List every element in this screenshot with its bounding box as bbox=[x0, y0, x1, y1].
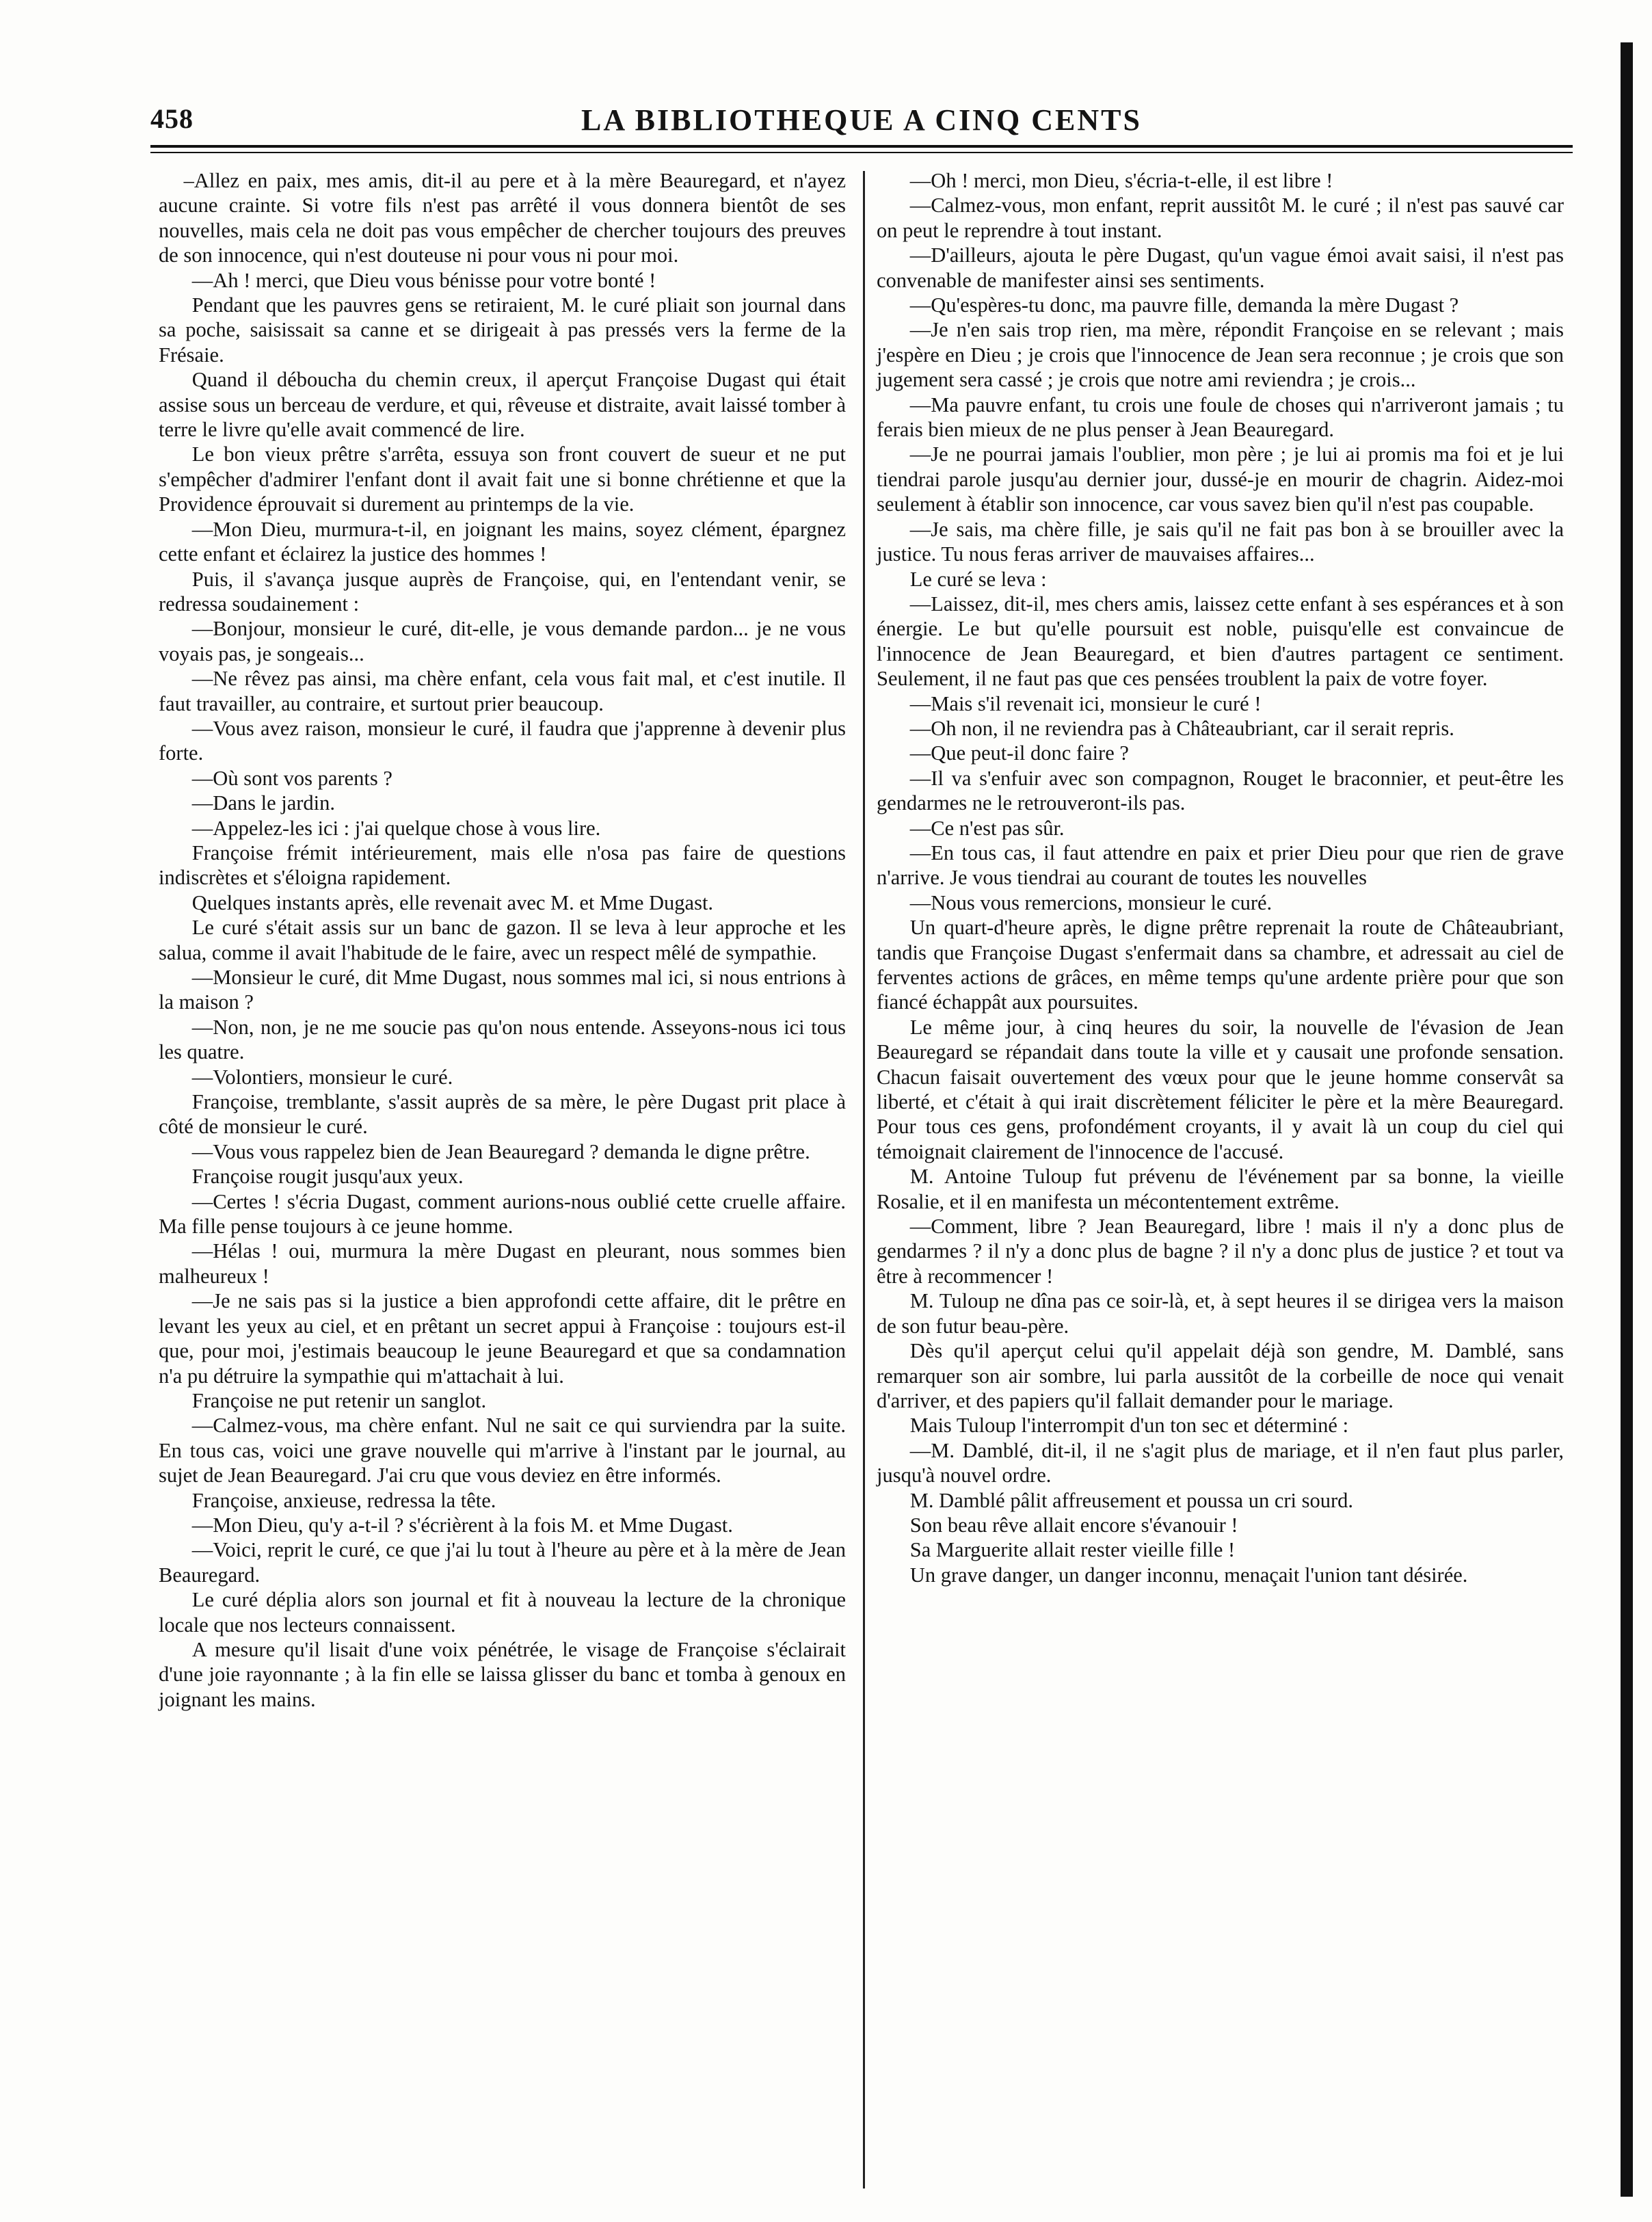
paragraph: —Nous vous remercions, monsieur le curé. bbox=[909, 890, 1273, 914]
paragraph: —Qu'espères-tu donc, ma pauvre fille, demanda la mère Dugast ? bbox=[909, 293, 1459, 317]
paragraph: —Mon Dieu, murmura-t-il, en joignant les mains, soyez clément, épargnez cette enfant et éclairez la justice des hommes ! bbox=[159, 517, 846, 566]
paragraph: —Appelez-les ici : j'ai quelque chose à vous lire. bbox=[191, 816, 601, 840]
paragraph: —Mais s'il revenait ici, monsieur le curé ! bbox=[909, 691, 1262, 715]
paragraph: —M. Damblé, dit-il, il ne s'agit plus de mariage, et il n'en faut plus parler, jusqu'à nouvel ordre. bbox=[877, 1438, 1564, 1487]
paragraph: —Vous avez raison, monsieur le curé, il faudra que j'apprenne à devenir plus forte. bbox=[159, 716, 846, 765]
paragraph: —Je ne pourrai jamais l'oublier, mon père ; je lui ai promis ma foi et je lui tiendrai parole jusqu'au dernier jour, dussé-je en mourir de chagrin. Aidez-moi seulement à établir son innocence, car vous savez bien qu'il n'est pas coupable. bbox=[877, 442, 1564, 516]
paragraph: —Ah ! merci, que Dieu vous bénisse pour votre bonté ! bbox=[191, 268, 656, 292]
paragraph: M. Damblé pâlit affreusement et poussa un cri sourd. bbox=[909, 1488, 1354, 1512]
paragraph: —Laissez, dit-il, mes chers amis, laissez cette enfant à ses espérances et à son énergie. Le but qu'elle poursuit est noble, puisqu'elle est convaincue de l'innocence de Jean Beauregard, et bien d'autres partagent ce sentiment. Seulement, il ne faut pas que ces pensées troublent la paix de votre foyer. bbox=[877, 592, 1564, 691]
paragraph: Quelques instants après, elle revenait avec M. et Mme Dugast. bbox=[191, 890, 714, 914]
paragraph: —Calmez-vous, ma chère enfant. Nul ne sait ce qui surviendra par la suite. En tous cas, voici une grave nouvelle qui m'arrive à l'instant par le journal, au sujet de Jean Beauregard. J'ai cru que vous deviez en être informés. bbox=[159, 1414, 846, 1487]
paragraph: A mesure qu'il lisait d'une voix pénétrée, le visage de Françoise s'éclairait d'une joie rayonnante ; à la fin elle se laissa glisser du banc et tomba à genoux en joignant les mains. bbox=[159, 1637, 846, 1711]
paragraph: Sa Marguerite allait rester vieille fille ! bbox=[909, 1538, 1236, 1562]
paragraph: —Volontiers, monsieur le curé. bbox=[191, 1065, 453, 1089]
paragraph: Un grave danger, un danger inconnu, menaçait l'union tant désirée. bbox=[909, 1563, 1468, 1587]
paragraph: —Oh ! merci, mon Dieu, s'écria-t-elle, il est libre ! bbox=[909, 169, 1333, 192]
paragraph: M. Tuloup ne dîna pas ce soir-là, et, à sept heures il se dirigea vers la maison de son futur beau-père. bbox=[877, 1289, 1564, 1338]
right-column bbox=[877, 168, 1564, 1587]
paragraph: —Mon Dieu, qu'y a-t-il ? s'écrièrent à la fois M. et Mme Dugast. bbox=[191, 1513, 733, 1537]
header-rule bbox=[150, 145, 1573, 148]
paragraph: —Je sais, ma chère fille, je sais qu'il ne fait pas bon à se brouiller avec la justice. Tu nous feras arriver de mauvaises affaires... bbox=[877, 517, 1564, 566]
paragraph: —Ma pauvre enfant, tu crois une foule de choses qui n'arriveront jamais ; tu ferais bien mieux de ne plus penser à Jean Beauregard. bbox=[877, 393, 1564, 442]
paragraph: —En tous cas, il faut attendre en paix et prier Dieu pour que rien de grave n'arrive. Je vous tiendrai au courant de toutes les nouvelles bbox=[877, 841, 1564, 890]
paragraph: Mais Tuloup l'interrompit d'un ton sec et déterminé : bbox=[909, 1414, 1349, 1438]
paragraph: —Certes ! s'écria Dugast, comment aurions-nous oublié cette cruelle affaire. Ma fille pense toujours à ce jeune homme. bbox=[159, 1189, 846, 1239]
paragraph: Son beau rêve allait encore s'évanouir ! bbox=[909, 1513, 1238, 1537]
paragraph: M. Antoine Tuloup fut prévenu de l'événement par sa bonne, la vieille Rosalie, et il en manifesta un mécontentement extrême. bbox=[877, 1165, 1564, 1213]
paragraph: Puis, il s'avança jusque auprès de Françoise, qui, en l'entendant venir, se redressa soudainement : bbox=[159, 567, 846, 616]
paragraph: —Oh non, il ne reviendra pas à Châteaubriant, car il serait repris. bbox=[909, 716, 1454, 740]
paragraph: —Il va s'enfuir avec son compagnon, Rouget le braconnier, et peut-être les gendarmes ne le retrouveront-ils pas. bbox=[877, 766, 1564, 815]
paragraph: Françoise ne put retenir un sanglot. bbox=[191, 1388, 487, 1412]
paragraph: Françoise frémit intérieurement, mais elle n'osa pas faire de questions indiscrètes et s'éloigna rapidement. bbox=[159, 841, 846, 890]
left-column bbox=[159, 168, 846, 1712]
paragraph: Le même jour, à cinq heures du soir, la nouvelle de l'évasion de Jean Beauregard se répandait dans toute la ville et y causait une profonde sensation. Chacun faisait ouvertement des vœux pour que le jeune homme conservât sa liberté, et c'était à qui irait discrètement féliciter le père et la mère Beauregard. Pour tous ces gens, profondément croyants, il y avait là un coup du ciel qui témoignait clairement de l'innocence de l'accusé. bbox=[877, 1015, 1564, 1163]
paragraph: —Où sont vos parents ? bbox=[191, 766, 392, 790]
paragraph: —Que peut-il donc faire ? bbox=[909, 741, 1129, 765]
column-divider bbox=[863, 171, 865, 2188]
paragraph: Le curé se leva : bbox=[909, 567, 1047, 591]
paragraph: Françoise, anxieuse, redressa la tête. bbox=[191, 1488, 496, 1512]
paragraph: Le bon vieux prêtre s'arrêta, essuya son front couvert de sueur et ne put s'empêcher d'admirer l'enfant dont il avait fait une si bonne chrétienne et que la Providence éprouvait si durement au printemps de la vie. bbox=[159, 442, 846, 516]
paragraph: Dès qu'il aperçut celui qu'il appelait déjà son gendre, M. Damblé, sans remarquer son air sombre, lui parla aussitôt de la corbeille de noce qui venait d'arriver, et des papiers qu'il fallait demander pour le mariage. bbox=[877, 1339, 1564, 1412]
paragraph: —Vous vous rappelez bien de Jean Beauregard ? demanda le digne prêtre. bbox=[191, 1139, 810, 1163]
paragraph: —Dans le jardin. bbox=[191, 791, 336, 815]
paragraph: —Calmez-vous, mon enfant, reprit aussitôt M. le curé ; il n'est pas sauvé car on peut le reprendre à tout instant. bbox=[877, 194, 1564, 242]
paragraph: Pendant que les pauvres gens se retiraient, M. le curé pliait son journal dans sa poche, saisissait sa canne et se dirigeait à pas pressés vers la ferme de la Frésaie. bbox=[159, 293, 846, 367]
scan-edge-bar bbox=[1621, 42, 1633, 2197]
page-header bbox=[150, 103, 1573, 144]
paragraph: Un quart-d'heure après, le digne prêtre reprenait la route de Châteaubriant, tandis que Françoise Dugast s'enfermait dans sa chambre, et adressait au ciel de ferventes actions de grâces, en même temps qu'une ardente prière pour que son fiancé échappât aux poursuites. bbox=[877, 916, 1564, 1014]
paragraph: –Allez en paix, mes amis, dit-il au pere et à la mère Beauregard, et n'ayez aucune crainte. Si votre fils n'est pas arrêté il vous donnera bientôt de ses nouvelles, mais cela ne doit pas vous empêcher de chercher toujours des preuves de son innocence, qui n'est douteuse ni pour vous ni pour moi. bbox=[159, 169, 846, 267]
paragraph: Le curé déplia alors son journal et fit à nouveau la lecture de la chronique locale que nos lecteurs connaissent. bbox=[159, 1588, 846, 1637]
paragraph: Le curé s'était assis sur un banc de gazon. Il se leva à leur approche et les salua, comme il avait l'habitude de le faire, avec un respect mêlé de sympathie. bbox=[159, 916, 846, 964]
paragraph: —Monsieur le curé, dit Mme Dugast, nous sommes mal ici, si nous entrions à la maison ? bbox=[159, 966, 846, 1014]
running-title: LA BIBLIOTHEQUE A CINQ CENTS bbox=[581, 103, 1142, 137]
page-number: 458 bbox=[150, 103, 194, 134]
paragraph: Françoise rougit jusqu'aux yeux. bbox=[191, 1165, 464, 1189]
paragraph: Quand il déboucha du chemin creux, il aperçut Françoise Dugast qui était assise sous un berceau de verdure, et qui, rêveuse et distraite, avait laissé tomber à terre le livre qu'elle avait commencé de lire. bbox=[159, 368, 846, 442]
paragraph: —D'ailleurs, ajouta le père Dugast, qu'un vague émoi avait saisi, il n'est pas convenable de manifester ainsi ses sentiments. bbox=[877, 243, 1564, 292]
paragraph: —Ce n'est pas sûr. bbox=[909, 816, 1065, 840]
paragraph: —Hélas ! oui, murmura la mère Dugast en pleurant, nous sommes bien malheureux ! bbox=[159, 1239, 846, 1288]
paragraph: —Je n'en sais trop rien, ma mère, répondit Françoise en se relevant ; mais j'espère en Dieu ; je crois que l'innocence de Jean sera reconnue ; je crois que son jugement sera cassé ; je crois que notre ami reviendra ; je crois... bbox=[877, 318, 1564, 392]
paragraph: Françoise, tremblante, s'assit auprès de sa mère, le père Dugast prit place à côté de monsieur le curé. bbox=[159, 1090, 846, 1139]
header-rule-thin bbox=[150, 152, 1573, 153]
paragraph: —Voici, reprit le curé, ce que j'ai lu tout à l'heure au père et à la mère de Jean Beauregard. bbox=[159, 1538, 846, 1587]
paragraph: —Comment, libre ? Jean Beauregard, libre ! mais il n'y a donc plus de gendarmes ? il n'y a donc plus de bagne ? il n'y a donc plus de justice ? et tout va être à recommencer ! bbox=[877, 1215, 1564, 1288]
paragraph: —Bonjour, monsieur le curé, dit-elle, je vous demande pardon... je ne vous voyais pas, je songeais... bbox=[159, 617, 846, 665]
paragraph: —Ne rêvez pas ainsi, ma chère enfant, cela vous fait mal, et c'est inutile. Il faut travailler, au contraire, et surtout prier beaucoup. bbox=[159, 667, 846, 715]
paragraph: —Je ne sais pas si la justice a bien approfondi cette affaire, dit le prêtre en levant les yeux au ciel, et en prêtant un secret appui à Françoise : toujours est-il que, pour moi, j'estimais beaucoup le jeune Beauregard et que sa condamnation n'a pu détruire la sympathie qui m'attachait à lui. bbox=[159, 1289, 846, 1388]
paragraph: —Non, non, je ne me soucie pas qu'on nous entende. Asseyons-nous ici tous les quatre. bbox=[159, 1015, 846, 1064]
